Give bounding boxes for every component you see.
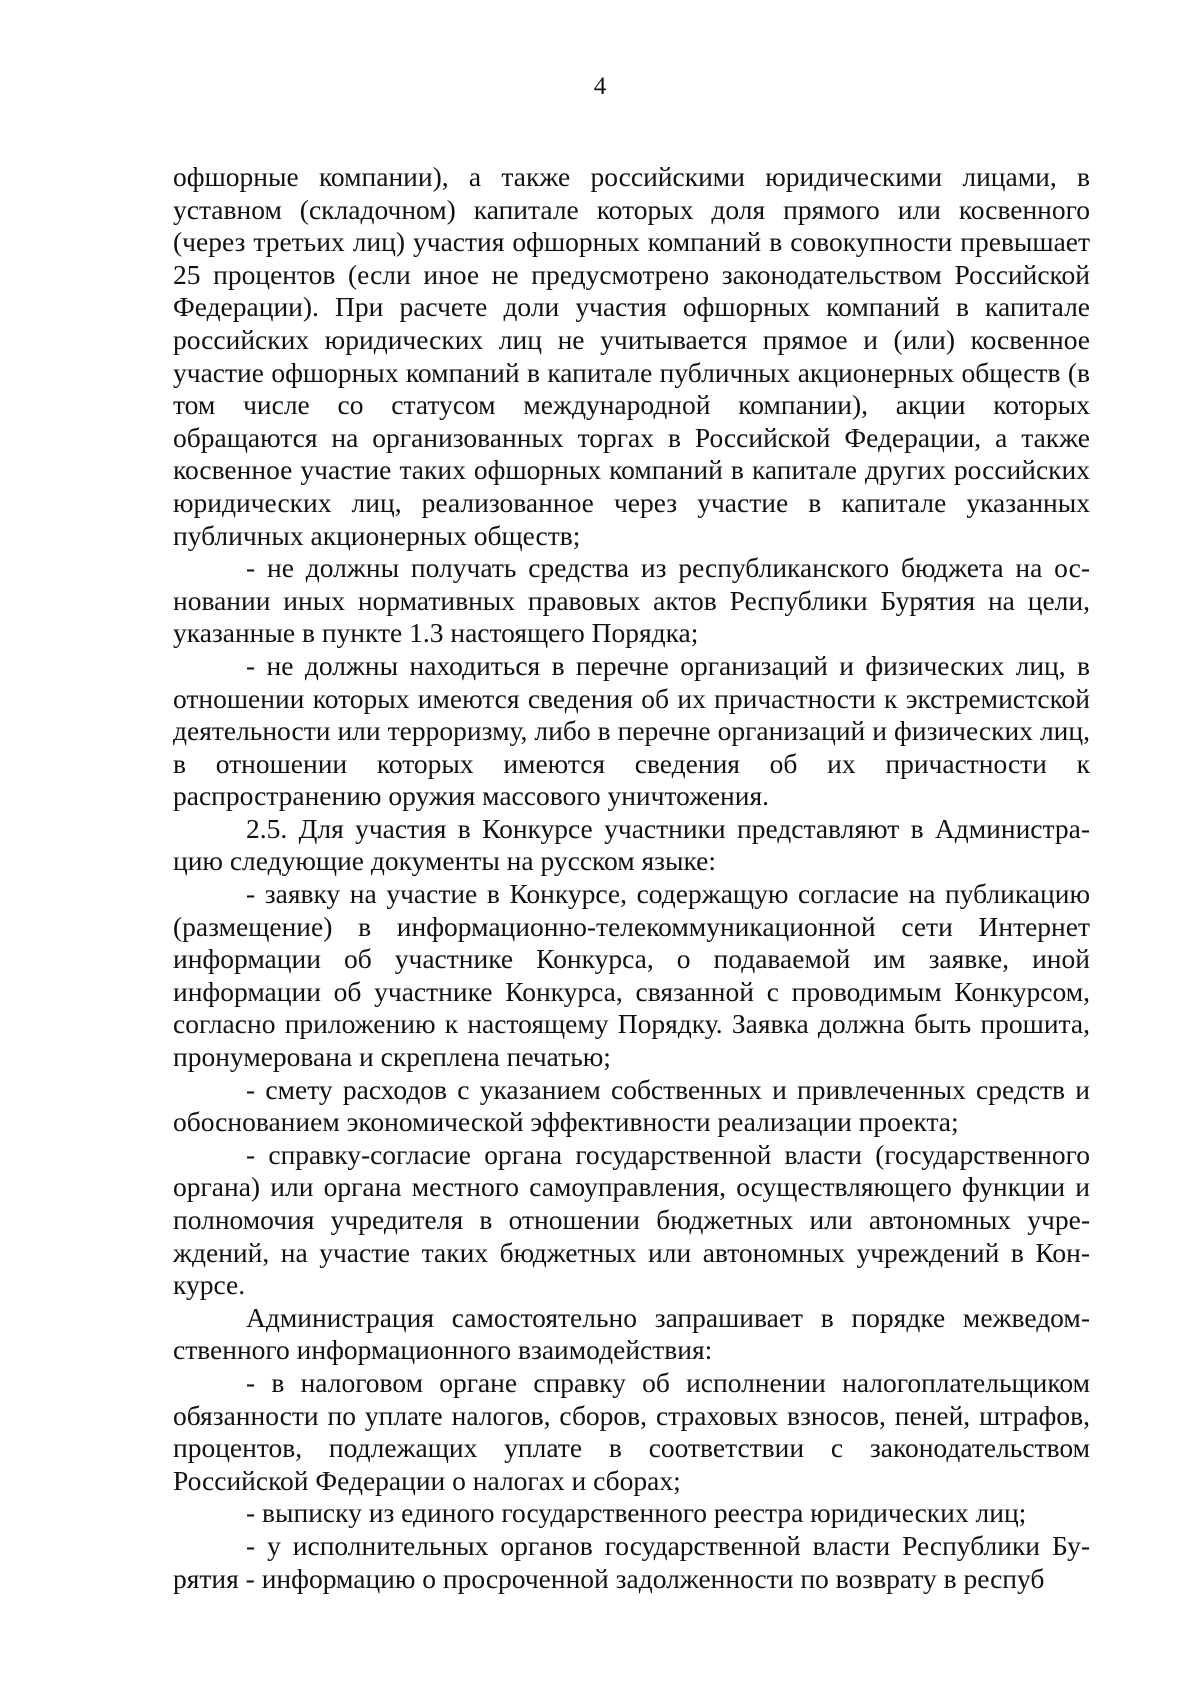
paragraph-consent-certificate: - справку-согласие органа государственной власти (государственного органа) или органа местного самоуправления, осуществляющего функции и полномочия учредителя в отношении бюджетных или автономных учреждений, на участие таких бюджетных или автономных учреждений в Конкурсе. bbox=[173, 1138, 1090, 1301]
paragraph-overdue-debt: - у исполнительных органов государственной власти Республики Бурятия - информацию о просроченной задолженности по возврату в респуб bbox=[173, 1529, 1090, 1594]
paragraph-offshore: офшорные компании), а также российскими юридическими лицами, в уставном (складочном) капитале которых доля прямого или косвенного (через третьих лиц) участия офшорных компаний в совокупности превышает 25 процентов (если иное не предусмотрено законодательством Российской Федерации). При расчете доли участия офшорных компаний в капитале российских юридических лиц не учитывается прямое и (или) косвенное участие офшорных компаний в капитале публичных акционерных обществ (в том числе со статусом международной компании), акции которых обращаются на организованных торгах в Российской Федерации, а также косвенное участие таких офшорных компаний в капитале других российских юридических лиц, реализованное через участие в капитале указанных публичных акционерных обществ; bbox=[173, 161, 1090, 551]
paragraph-registry-extract: - выписку из единого государственного реестра юридических лиц; bbox=[246, 1497, 1027, 1529]
paragraph-tax-certificate: - в налоговом органе справку об исполнении налогоплательщиком обязанности по уплате налогов, сборов, страховых взносов, пеней, штрафов, процентов, подлежащих уплате в соответствии с законодательством Российской Федерации о налогах и сборах; bbox=[173, 1366, 1090, 1496]
paragraph-extremism-list: - не должны находиться в перечне организаций и физических лиц, в отношении которых имеются сведения об их причастности к экстремистской деятельности или терроризму, либо в перечне организаций и физических лиц, в отношении которых имеются сведения об их причастности к распространению оружия массового уничтожения. bbox=[173, 649, 1090, 812]
page-number: 4 bbox=[593, 73, 607, 100]
paragraph-application: - заявку на участие в Конкурсе, содержащую согласие на публикацию (размещение) в информационно-телекоммуникационной сети Интернет информации об участнике Конкурса, о подаваемой им заявке, иной информации об участнике Конкурса, связанной с проводимым Конкурсом, согласно приложению к настоящему Порядку. Заявка должна быть прошита, пронумерована и скреплена печатью; bbox=[173, 878, 1090, 1073]
paragraph-budget-funds: - не должны получать средства из республиканского бюджета на основании иных нормативных правовых актов Республики Бурятия на цели, указанные в пункте 1.3 настоящего Порядка; bbox=[173, 552, 1090, 649]
document-body bbox=[173, 161, 1090, 1595]
paragraph-administration-requests: Администрация самостоятельно запрашивает в порядке межведомственного информационного взаимодействия: bbox=[173, 1301, 1090, 1366]
paragraph-clause-2-5: 2.5. Для участия в Конкурсе участники представляют в Администрацию следующие документы на русском языке: bbox=[173, 812, 1090, 877]
paragraph-cost-estimate: - смету расходов с указанием собственных и привлеченных средств и обоснованием экономической эффективности реализации проекта; bbox=[173, 1073, 1090, 1138]
